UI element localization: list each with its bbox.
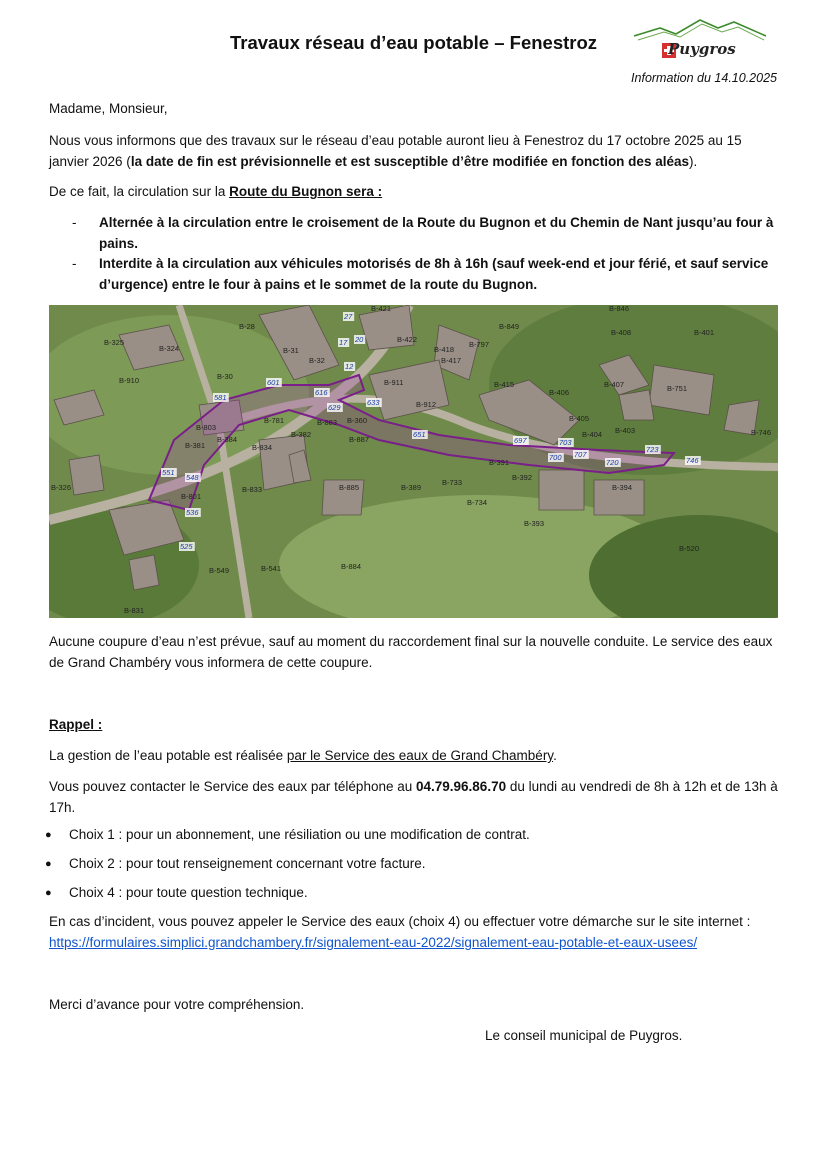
management-service: par le Service des eaux de Grand Chambéry (286, 748, 554, 763)
point-label: 601 (267, 378, 280, 387)
point-label: 723 (646, 445, 659, 454)
parcel-label: B-520 (679, 544, 700, 553)
parcel-label: B-912 (416, 400, 437, 409)
parcel-label: B-751 (667, 384, 688, 393)
incident-text: En cas d’incident, vous pouvez appeler le Service des eaux (choix 4) ou effectuer votre démarche sur le site internet : (49, 914, 751, 929)
point-label: 720 (606, 458, 619, 467)
contact-prefix: Vous pouvez contacter le Service des eaux par téléphone au (49, 779, 416, 794)
parcel-label: B-408 (611, 328, 632, 337)
point-label: 707 (574, 450, 587, 459)
parcel-label: B-326 (51, 483, 72, 492)
contact-paragraph (49, 777, 779, 818)
parcel-label: B-325 (104, 338, 125, 347)
parcel-label: B-746 (751, 428, 772, 437)
parcel-label: B-734 (467, 498, 488, 507)
point-label: 12 (345, 362, 354, 371)
incident-link[interactable]: https://formulaires.simplici.grandchambery.fr/signalement-eau-2022/signalement-eau-potable-et-eaux-usees/ (49, 934, 698, 950)
parcel-label: B-803 (196, 423, 217, 432)
circulation-road: Route du Bugnon sera : (229, 184, 383, 199)
parcel-label: B-846 (609, 305, 630, 313)
parcel-label: B-797 (469, 340, 490, 349)
parcel-label: B-384 (217, 435, 238, 444)
management-paragraph (49, 746, 779, 767)
point-label: 581 (214, 393, 227, 402)
parcel-label: B-403 (615, 426, 636, 435)
parcel-label: B-381 (185, 441, 206, 450)
point-label: 27 (344, 312, 353, 321)
contact-phone: 04.79.96.86.70 (416, 779, 507, 794)
choice-text: Choix 1 : pour un abonnement, une résiliation ou une modification de contrat. (69, 827, 530, 842)
map-image (49, 305, 778, 618)
dash-marker: - (72, 256, 77, 271)
point-label: 20 (355, 335, 364, 344)
page-title: Travaux réseau d’eau potable – Fenestroz (229, 32, 598, 53)
parcel-label: B-32 (309, 356, 325, 365)
point-label: 629 (328, 403, 341, 412)
parcel-label: B-401 (694, 328, 715, 337)
choice-text: Choix 4 : pour toute question technique. (69, 885, 308, 900)
parcel-label: B-389 (401, 483, 422, 492)
parcel-label: B-887 (349, 435, 370, 444)
parcel-label: B-360 (347, 416, 368, 425)
parcel-label: B-781 (264, 416, 285, 425)
point-label: 700 (549, 453, 562, 462)
water-cut-paragraph: Aucune coupure d’eau n’est prévue, sauf au moment du raccordement final sur la nouvelle conduite. Le service des eaux de Grand Chambéry vous informera de cette coupure. (49, 634, 773, 670)
parcel-label: B-801 (181, 492, 202, 501)
parcel-label: B-549 (209, 566, 230, 575)
parcel-label: B-391 (489, 458, 510, 467)
point-label: 536 (186, 508, 199, 517)
parcel-label: B-885 (339, 483, 360, 492)
parcel-label: B-31 (283, 346, 299, 355)
parcel-label: B-405 (569, 414, 590, 423)
parcel-label: B-884 (341, 562, 362, 571)
point-label: 697 (514, 436, 527, 445)
parcel-label: B-404 (582, 430, 603, 439)
management-suffix: . (553, 748, 557, 763)
choice-text: Choix 2 : pour tout renseignement concernant votre facture. (69, 856, 426, 871)
parcel-label: B-415 (494, 380, 515, 389)
contact-suffix: du lundi au vendredi de 8h à 12h et de 13h à 17h. (49, 779, 778, 815)
greeting: Madame, Monsieur, (49, 101, 168, 116)
parcel-label: B-30 (217, 372, 233, 381)
parcel-label: B-834 (252, 443, 273, 452)
restriction-text: Alternée à la circulation entre le croisement de la Route du Bugnon et du Chemin de Nant jusqu’au four à pains. (99, 215, 774, 251)
puygros-logo (630, 14, 770, 66)
intro-text-end: ). (688, 153, 698, 169)
bullet-icon: ● (45, 887, 52, 899)
point-label: 651 (413, 430, 426, 439)
incident-paragraph (49, 912, 779, 953)
point-label: 703 (559, 438, 572, 447)
rappel-title: Rappel : (49, 717, 103, 732)
dash-marker: - (72, 215, 77, 230)
parcel-label: B-849 (499, 322, 520, 331)
parcel-label: B-324 (159, 344, 180, 353)
parcel-label: B-910 (119, 376, 140, 385)
aerial-map (49, 305, 778, 618)
parcel-label: B-394 (612, 483, 633, 492)
parcel-label: B-831 (124, 606, 145, 615)
parcel-label: B-407 (604, 380, 625, 389)
logo-name: Puygros (668, 40, 736, 58)
parcel-label: B-393 (524, 519, 545, 528)
circulation-paragraph (49, 182, 779, 203)
parcel-label: B-883 (317, 418, 338, 427)
intro-bold-note: la date de fin est prévisionnelle et est susceptible d’être modifiée en fonction des aléas (130, 153, 689, 169)
parcel-label: B-382 (291, 430, 312, 439)
parcel-label: B-541 (261, 564, 282, 573)
point-label: 746 (686, 456, 699, 465)
restriction-text: Interdite à la circulation aux véhicules motorisés de 8h à 16h (sauf week-end et jour férié, et sauf service d’urgence) entre le four à pains et le sommet de la route du Bugnon. (99, 256, 769, 292)
point-label: 633 (367, 398, 380, 407)
intro-paragraph (49, 131, 779, 172)
signature: Le conseil municipal de Puygros. (485, 1028, 683, 1043)
point-label: 548 (186, 473, 199, 482)
parcel-label: B-392 (512, 473, 533, 482)
parcel-label: B-417 (441, 356, 462, 365)
point-label: 616 (315, 388, 328, 397)
point-label: 525 (180, 542, 193, 551)
parcel-label: B-422 (397, 335, 418, 344)
point-label: 551 (162, 468, 175, 477)
circulation-prefix: De ce fait, la circulation sur la (49, 184, 230, 199)
thanks-text: Merci d’avance pour votre compréhension. (49, 997, 305, 1012)
parcel-label: B-911 (384, 378, 404, 387)
bullet-icon: ● (45, 829, 52, 841)
parcel-label: B-418 (434, 345, 455, 354)
parcel-label: B-28 (239, 322, 255, 331)
bullet-icon: ● (45, 858, 52, 870)
parcel-label: B-733 (442, 478, 463, 487)
management-prefix: La gestion de l’eau potable est réalisée (49, 748, 287, 763)
parcel-label: B-421 (371, 305, 392, 313)
info-date: Information du 14.10.2025 (631, 71, 777, 85)
point-label: 17 (339, 338, 348, 347)
parcel-label: B-833 (242, 485, 263, 494)
intro-text: Nous vous informons que des travaux sur le réseau d’eau potable auront lieu à Fenestroz du 17 octobre 2025 au 15 janvier 2026 ( (49, 133, 742, 169)
parcel-label: B-406 (549, 388, 570, 397)
